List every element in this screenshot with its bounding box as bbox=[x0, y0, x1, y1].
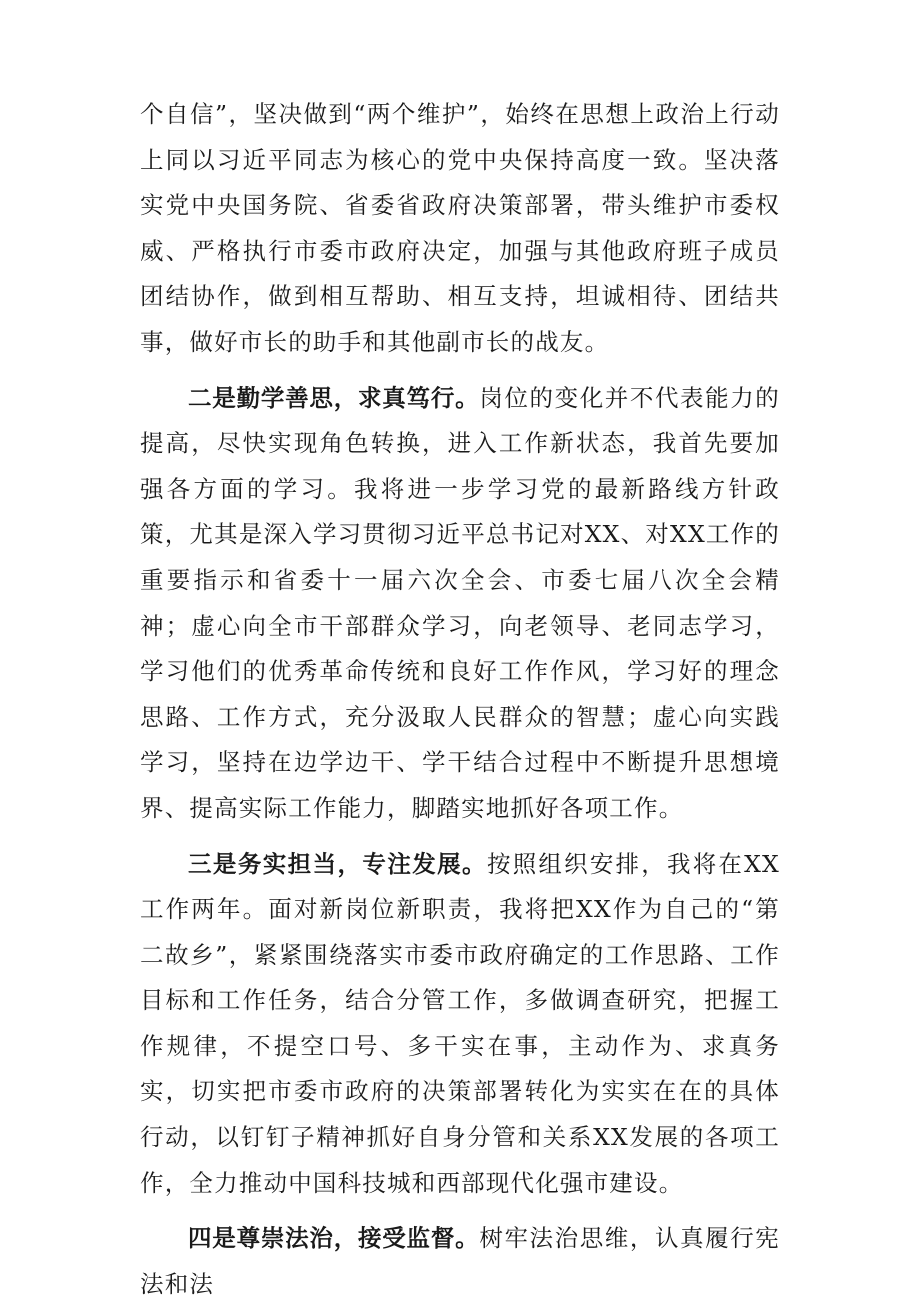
paragraph-1-body: 个自信”，坚决做到“两个维护”，始终在思想上政治上行动上同以习近平同志为核心的党中央保持高度一致。坚决落实党中央国务院、省委省政府决策部署，带头维护市委权威、严格执行市委市政府决定，加强与其他政府班子成员团结协作，做到相互帮助、相互支持，坦诚相待、团结共事，做好市长的助手和其他副市长的战友。 bbox=[140, 100, 780, 356]
paragraph-4-lead: 四是尊崇法治，接受监督。 bbox=[188, 1224, 480, 1253]
document-page bbox=[140, 92, 780, 1307]
paragraph-4-body: 树牢法治思维，认真履行宪法和法 bbox=[140, 1224, 780, 1298]
paragraph-2-lead: 二是勤学善思，求真笃行。 bbox=[188, 383, 480, 412]
paragraph-3-lead: 三是务实担当，专注发展。 bbox=[188, 849, 487, 878]
paragraph-2 bbox=[140, 376, 780, 832]
paragraph-4 bbox=[140, 1216, 780, 1307]
paragraph-1 bbox=[140, 92, 780, 366]
paragraph-3-body: 按照组织安排，我将在XX工作两年。面对新岗位新职责，我将把XX作为自己的“第二故乡”，紧紧围绕落实市委市政府确定的工作思路、工作目标和工作任务，结合分管工作，多做调查研究，把握工作规律，不提空口号、多干实在事，主动作为、求真务实，切实把市委市政府的决策部署转化为实实在在的具体行动，以钉钉子精神抓好自身分管和关系XX发展的各项工作，全力推动中国科技城和西部现代化强市建设。 bbox=[140, 849, 780, 1197]
paragraph-3 bbox=[140, 842, 780, 1207]
paragraph-2-body: 岗位的变化并不代表能力的提高，尽快实现角色转换，进入工作新状态，我首先要加强各方面的学习。我将进一步学习党的最新路线方针政策，尤其是深入学习贯彻习近平总书记对XX、对XX工作的重要指示和省委十一届六次全会、市委七届八次全会精神；虚心向全市干部群众学习，向老领导、老同志学习，学习他们的优秀革命传统和良好工作作风，学习好的理念思路、工作方式，充分汲取人民群众的智慧；虚心向实践学习，坚持在边学边干、学干结合过程中不断提升思想境界、提高实际工作能力，脚踏实地抓好各项工作。 bbox=[140, 383, 780, 822]
